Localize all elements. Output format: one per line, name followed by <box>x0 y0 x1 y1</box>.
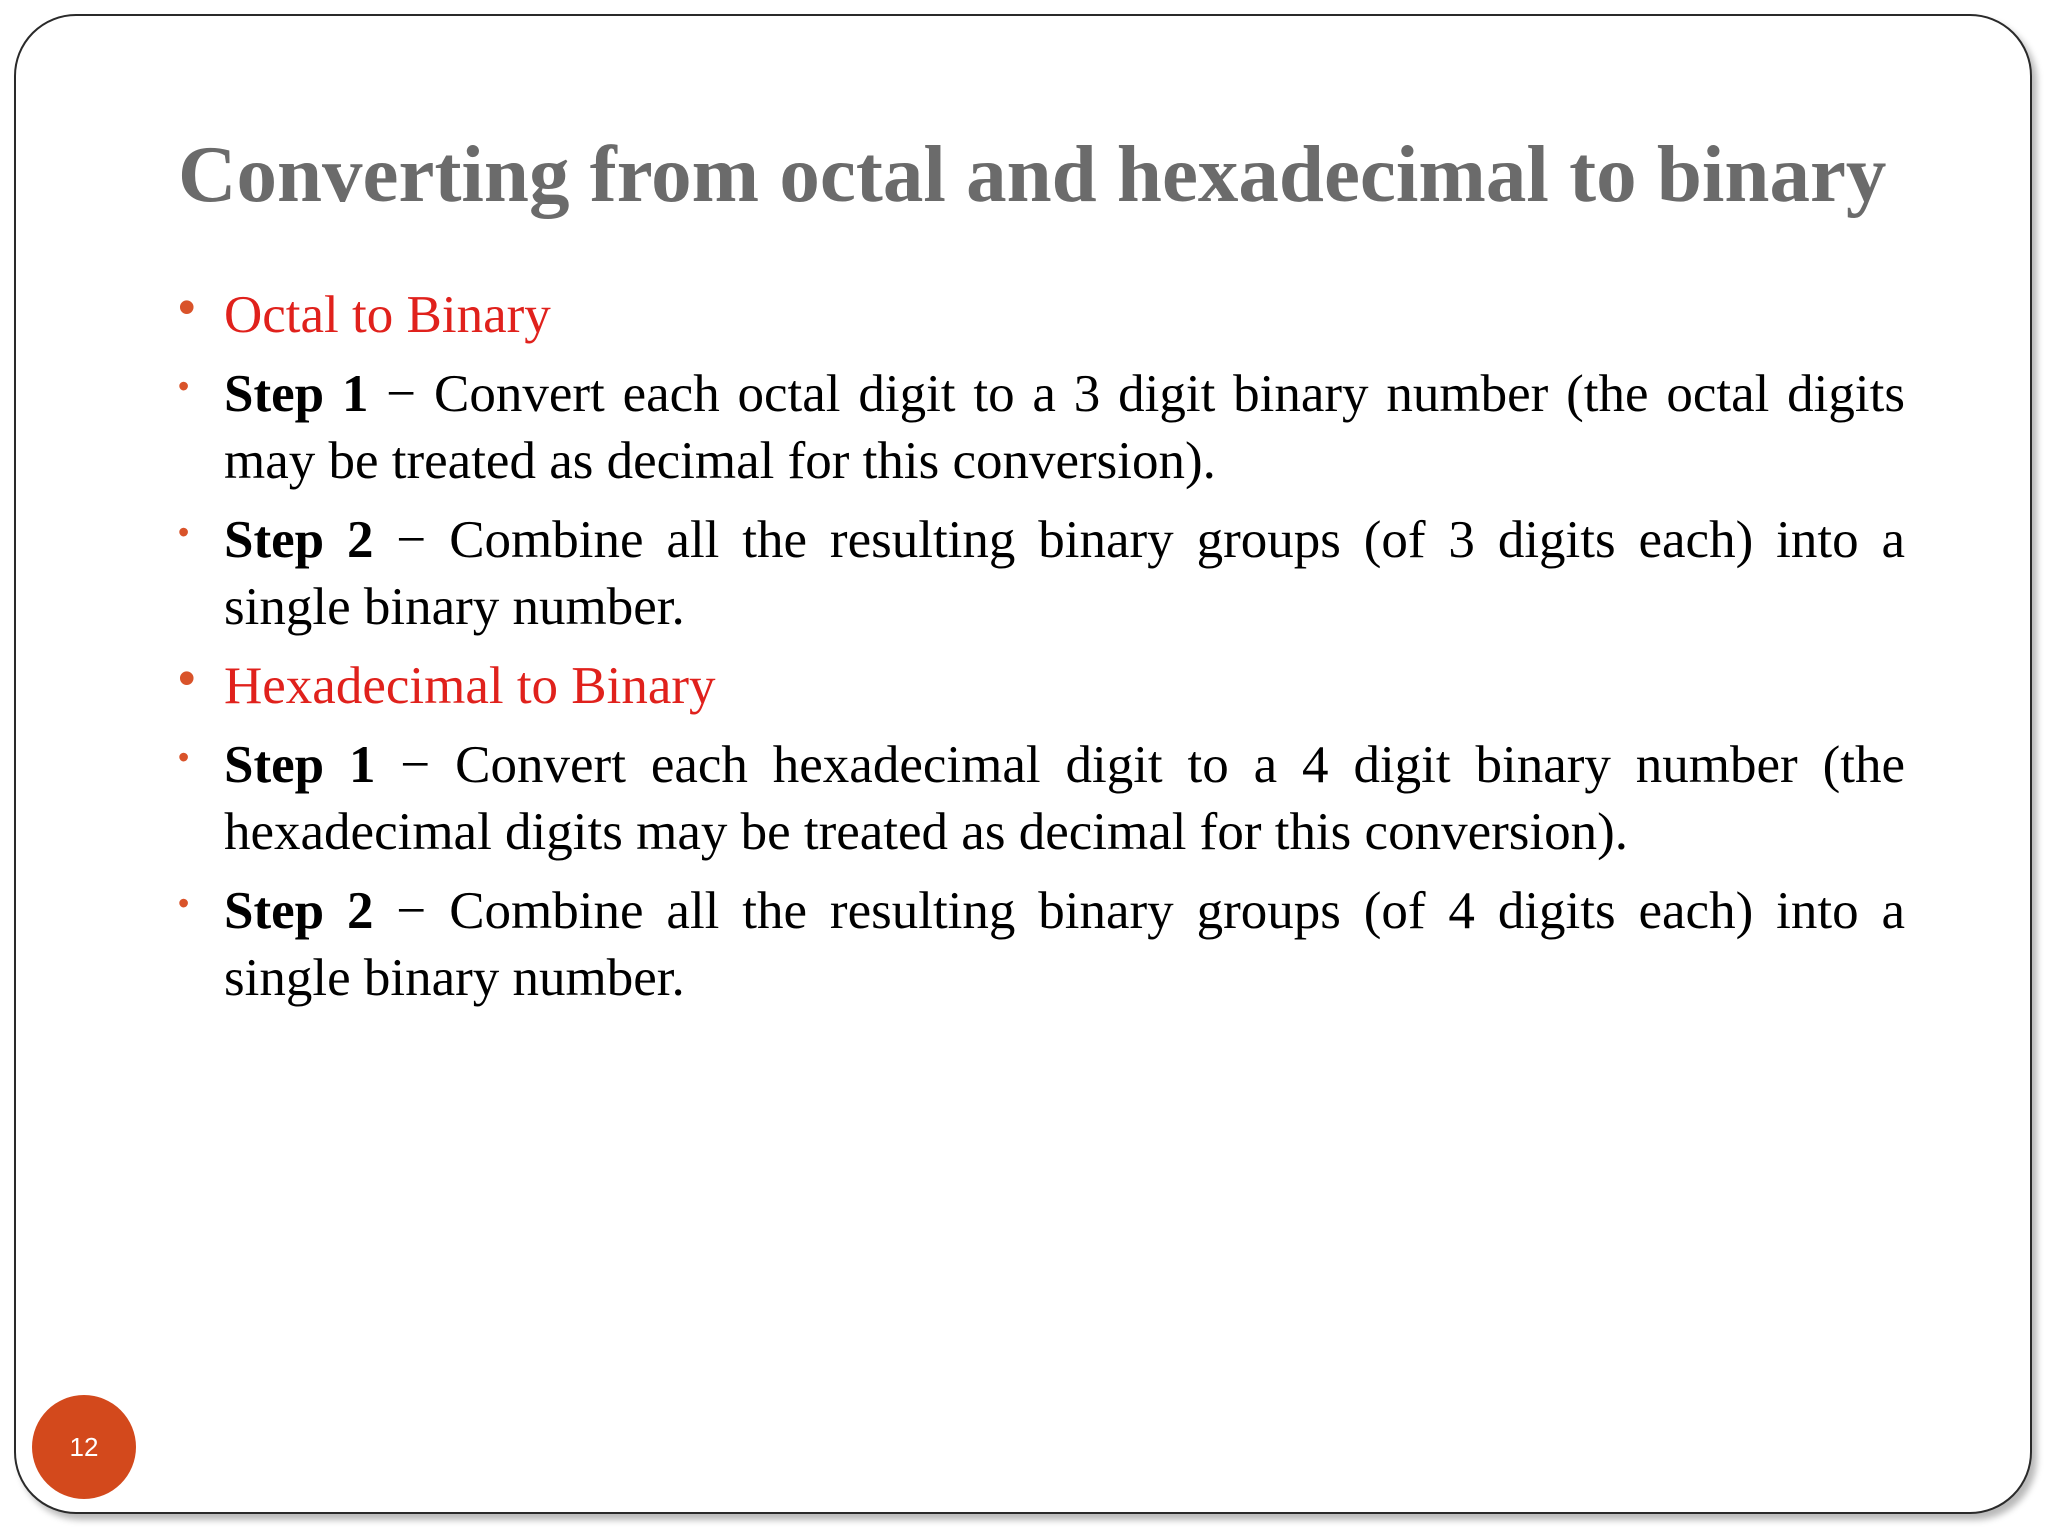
step-item-octal-1 <box>178 361 1905 495</box>
bullet-icon: • <box>178 514 190 550</box>
step-label: Step 2 <box>224 882 374 940</box>
slide-title: Converting from octal and hexadecimal to binary <box>178 129 1887 219</box>
step-text: − Convert each hexadecimal digit to a 4 digit binary number (the hexadecimal digits may be treated as decimal for this conversion). <box>224 736 1905 861</box>
section-heading-text: Octal to Binary <box>224 286 551 344</box>
step-label: Step 1 <box>224 365 369 423</box>
bullet-icon: • <box>178 279 196 335</box>
step-label: Step 2 <box>224 511 374 569</box>
section-heading-text: Hexadecimal to Binary <box>224 657 716 715</box>
step-item-octal-2 <box>178 507 1905 641</box>
step-label: Step 1 <box>224 736 376 794</box>
bullet-icon: • <box>178 650 196 706</box>
page-number-badge <box>32 1395 136 1499</box>
section-heading-octal <box>178 279 1905 349</box>
bullet-list <box>178 279 1905 1024</box>
step-item-hex-1 <box>178 732 1905 866</box>
section-heading-hexadecimal <box>178 650 1905 720</box>
bullet-icon: • <box>178 368 190 404</box>
bullet-icon: • <box>178 885 190 921</box>
step-item-hex-2 <box>178 878 1905 1012</box>
page-number: 12 <box>69 1431 99 1462</box>
bullet-icon: • <box>178 739 190 775</box>
slide-frame <box>14 14 2032 1514</box>
step-text: − Convert each octal digit to a 3 digit binary number (the octal digits may be treated as decimal for this conversion). <box>224 365 1905 490</box>
step-text: − Combine all the resulting binary groups (of 3 digits each) into a single binary number. <box>224 511 1905 636</box>
step-text: − Combine all the resulting binary groups (of 4 digits each) into a single binary number. <box>224 882 1905 1007</box>
